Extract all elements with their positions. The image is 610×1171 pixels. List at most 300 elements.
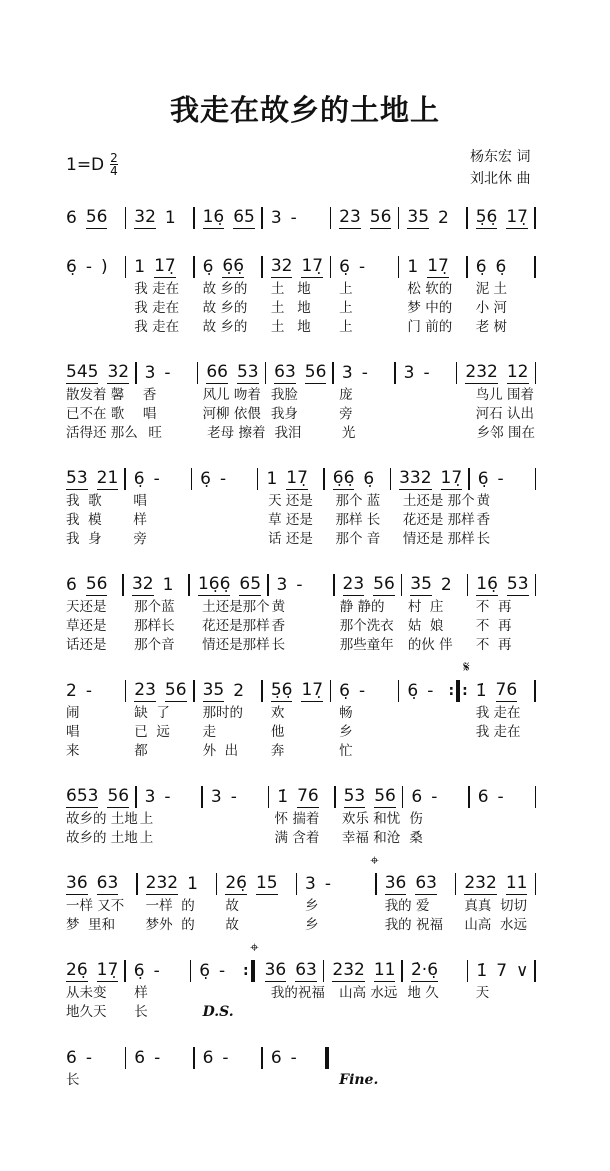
lyric-text: 旁	[339, 406, 353, 422]
barline	[193, 680, 195, 702]
lyric-text: 长	[476, 531, 491, 547]
measure-notes	[408, 574, 451, 596]
lyric-text: 山高 水远	[339, 985, 398, 1001]
measure-notes	[402, 363, 430, 383]
lyric-text: 我脸	[270, 387, 298, 403]
measure-notes	[201, 207, 255, 229]
measure	[474, 572, 542, 598]
lyric-text: 一样 的	[145, 898, 195, 914]
note: 232	[332, 960, 365, 980]
barline	[261, 1047, 263, 1069]
lyric-text: 上	[139, 811, 154, 827]
measure-notes	[64, 1048, 92, 1068]
note: 3	[305, 874, 316, 894]
barline	[190, 960, 192, 982]
measure-notes	[405, 256, 448, 278]
lyric-text: 故	[225, 917, 239, 933]
barline	[193, 256, 195, 278]
note: 232	[464, 873, 497, 893]
measure	[330, 958, 409, 984]
lyric-text: 上	[339, 319, 353, 335]
note: -	[85, 257, 92, 277]
lyric-text: 故 乡的	[202, 319, 248, 335]
lyric-text: 不 再	[475, 637, 512, 653]
measure	[132, 466, 198, 492]
score-row	[64, 784, 542, 848]
barline	[216, 873, 218, 895]
lyric-text: 唱	[134, 406, 157, 422]
note: 1	[164, 208, 176, 228]
lyric-text: 那个 音	[335, 531, 381, 547]
lyric-text: 花还是那样	[202, 618, 270, 634]
lyric-text: 庞	[339, 387, 353, 403]
barline	[466, 256, 468, 278]
notation-line	[64, 572, 542, 598]
note: 3	[210, 787, 222, 807]
measure-notes	[275, 786, 318, 808]
barline	[390, 468, 392, 490]
lyric-text: 天 还是	[268, 493, 313, 509]
repeat-barline: : :	[448, 680, 467, 702]
measure-notes	[340, 363, 368, 383]
lyric-text: 草 还是	[268, 512, 313, 528]
lyric-text: 话 还是	[268, 531, 313, 547]
note: 63	[274, 362, 296, 382]
note: 3	[276, 575, 288, 595]
barline	[261, 207, 263, 229]
composer: 刘北休 曲	[470, 171, 531, 187]
note: 2̇·6̣	[410, 960, 439, 980]
measure	[275, 784, 341, 810]
measure	[201, 1045, 269, 1071]
note: 53	[66, 468, 88, 488]
measure	[408, 572, 474, 598]
score-row	[64, 938, 542, 1022]
note: 15	[255, 873, 278, 893]
note: 56	[107, 786, 130, 806]
measure	[143, 360, 205, 386]
lyric-text	[199, 511, 266, 530]
note: 6̣6̣	[222, 256, 245, 276]
note: ∨	[516, 961, 529, 981]
note: 32	[107, 362, 130, 382]
note: 23	[339, 207, 361, 227]
lyric-text: 桑	[409, 830, 423, 846]
lyric-text	[64, 318, 132, 337]
measure-notes	[337, 207, 391, 229]
song-title: 我走在故乡的土地上	[169, 93, 440, 127]
note: 65	[239, 574, 262, 594]
note: 2	[66, 681, 77, 701]
lyric-text: 长	[66, 1072, 80, 1088]
coda-icon: ⌖	[370, 851, 379, 869]
lyric-text: 样	[133, 512, 147, 528]
note: 17̣	[286, 468, 308, 488]
measure-notes	[342, 786, 396, 808]
notation-line	[64, 1045, 542, 1071]
lyric-text: 满 含着	[274, 830, 320, 846]
barline	[330, 680, 332, 702]
final-barline	[323, 1047, 331, 1069]
lyric-text: 光	[341, 425, 356, 441]
note: 32	[131, 574, 154, 594]
notation-line	[64, 466, 542, 492]
barline	[334, 786, 336, 808]
key-label: 1=D	[66, 154, 105, 175]
score-row	[64, 1045, 542, 1090]
note: 3	[403, 363, 415, 383]
note: 65	[233, 207, 255, 227]
note: -	[423, 363, 430, 383]
measure	[64, 1045, 132, 1071]
barline	[333, 574, 335, 596]
lyric-text: 忙	[339, 743, 353, 759]
coda-icon: ⌖	[250, 938, 259, 956]
lyric-line	[64, 318, 542, 337]
score-row	[64, 360, 542, 443]
note: 53	[343, 786, 366, 806]
note: 35	[407, 207, 430, 227]
lyric-text	[405, 1003, 473, 1022]
note: 6	[477, 787, 489, 807]
lyric-line	[64, 280, 542, 299]
score-row	[64, 658, 542, 761]
measure-notes	[476, 787, 504, 807]
measure	[64, 572, 130, 598]
measure-notes	[64, 468, 118, 490]
barline	[267, 574, 269, 596]
measure-notes	[264, 468, 307, 490]
measure	[132, 678, 200, 704]
lyric-text: 那时的	[202, 705, 244, 721]
note: 66	[206, 362, 228, 382]
notation-line	[64, 851, 542, 897]
note: 3	[341, 363, 353, 383]
notation-line	[64, 205, 542, 231]
measure	[397, 466, 476, 492]
measure	[64, 254, 132, 280]
note: 53	[506, 574, 529, 594]
barline	[468, 786, 470, 808]
measure	[275, 572, 341, 598]
note: 63	[96, 873, 119, 893]
measure-notes	[474, 961, 528, 981]
measure	[331, 466, 397, 492]
lyric-line	[64, 1071, 542, 1090]
note: -	[230, 787, 237, 807]
note: 21	[96, 468, 119, 488]
barline	[323, 960, 325, 982]
lyric-text: 我 走在	[475, 705, 521, 721]
lyric-text: 故	[225, 898, 239, 914]
lyric-text: 香	[134, 387, 157, 403]
barline	[535, 362, 537, 384]
note: 56	[373, 574, 395, 594]
note: 232	[145, 873, 179, 893]
lyric-text: 门 前的	[407, 319, 453, 335]
barline	[135, 362, 137, 384]
lyric-text: 的伙 伴	[407, 637, 453, 653]
measure	[269, 1045, 337, 1071]
barline	[402, 786, 404, 808]
note: 232	[465, 362, 498, 382]
notation-line	[64, 784, 542, 810]
measure	[340, 360, 402, 386]
lyric-text	[474, 1003, 542, 1022]
barline	[125, 207, 127, 229]
lyric-text: 已不在 歌	[66, 406, 125, 422]
lyric-text: 那个蓝	[134, 599, 175, 615]
lyric-text: 情还是 那样	[402, 531, 475, 547]
lyric-text: 故 乡的	[202, 300, 248, 316]
lyric-text	[64, 299, 132, 318]
note: 11	[373, 960, 396, 980]
lyric-text: 那个洗衣	[339, 618, 394, 634]
lyric-text: 都	[134, 743, 148, 759]
measure-notes	[143, 787, 171, 807]
measure	[341, 572, 409, 598]
measure-notes	[64, 873, 118, 895]
lyric-text	[405, 723, 473, 742]
measure-notes	[405, 681, 433, 701]
lyric-text	[337, 1003, 405, 1022]
note: 35	[202, 680, 225, 700]
lyric-text: 故 乡的	[202, 281, 248, 297]
note: 2	[438, 208, 449, 228]
note: 6̣	[363, 469, 375, 489]
lyric-text: 不 再	[475, 618, 512, 634]
lyric-text	[405, 1071, 473, 1090]
lyric-text: 唱	[66, 724, 80, 740]
lyric-text	[475, 810, 542, 829]
barline	[268, 786, 270, 808]
measure-notes	[337, 681, 365, 701]
note: 1	[134, 257, 146, 277]
score-row	[64, 254, 542, 337]
note: 2	[233, 681, 245, 701]
note: 545	[66, 362, 99, 382]
barline	[534, 680, 536, 702]
lyric-text: 闹	[66, 705, 80, 721]
lyric-text: 村 庄	[407, 599, 444, 615]
measure	[474, 205, 542, 231]
note: )	[100, 257, 108, 277]
lyric-text: 天还是	[66, 599, 107, 615]
lyric-text: 样	[134, 985, 148, 1001]
note: 16̣	[476, 574, 498, 594]
measure-notes	[409, 787, 437, 807]
note: 5̣6̣	[475, 207, 498, 227]
barline	[191, 468, 193, 490]
barline	[466, 207, 468, 229]
lyric-line	[64, 636, 542, 655]
lyric-text: 欢	[270, 705, 285, 721]
note: 5̣6̣	[270, 680, 293, 700]
note: 3	[144, 363, 156, 383]
measure	[337, 254, 405, 280]
lyric-text: 他	[270, 724, 285, 740]
lyric-text: 不 再	[475, 599, 512, 615]
lyricist: 杨东宏 词	[470, 149, 531, 165]
lyric-text: 畅	[339, 705, 353, 721]
lyric-text: 话还是	[66, 637, 107, 653]
barline	[535, 873, 537, 895]
measure-notes	[132, 256, 175, 278]
note: 17̣	[506, 207, 528, 227]
lyric-text: 伤	[409, 811, 423, 827]
note: 56	[164, 680, 187, 700]
lyric-text: 那个 蓝	[335, 493, 381, 509]
notation-line	[64, 360, 542, 386]
lyric-text: 从未变	[66, 985, 107, 1001]
note: -	[222, 1048, 229, 1068]
note: 16̣6̣	[197, 574, 231, 594]
measure	[132, 958, 197, 984]
measure	[132, 205, 200, 231]
lyric-line	[64, 1003, 542, 1022]
lyric-text: 我的祝福	[270, 985, 325, 1001]
note: 1̇	[277, 787, 289, 807]
note: 56	[369, 207, 392, 227]
barline	[535, 468, 537, 490]
measure-notes	[64, 786, 129, 808]
measure-notes	[462, 873, 527, 895]
time-bottom: 4	[110, 164, 118, 178]
lyric-text: 姑 娘	[407, 618, 444, 634]
measure-notes	[196, 574, 261, 596]
lyric-line	[64, 810, 542, 829]
lyric-text	[407, 424, 474, 443]
note: -	[361, 363, 368, 383]
barline	[135, 786, 137, 808]
lyric-text	[201, 1071, 269, 1090]
note: 35	[410, 574, 432, 594]
measure	[263, 958, 331, 984]
lyric-text: 怀 揣着	[274, 811, 320, 827]
barline	[193, 1047, 195, 1069]
lyric-text: 一样 又不	[66, 898, 125, 914]
lyric-line	[64, 829, 542, 848]
measure	[201, 678, 269, 704]
measure	[342, 784, 410, 810]
lyric-line	[64, 723, 542, 742]
lyric-text: 那样 长	[335, 512, 381, 528]
barline	[136, 873, 138, 895]
measure	[201, 254, 269, 280]
note: 6	[134, 1048, 146, 1068]
note: -	[85, 681, 92, 701]
note: 332	[399, 468, 432, 488]
measure	[223, 871, 303, 897]
lyric-text: 地久天	[66, 1004, 107, 1020]
barline	[468, 468, 470, 490]
barline	[125, 256, 127, 278]
note: 6	[66, 575, 77, 595]
lyric-text: 幸福 和沧	[341, 830, 401, 846]
note: -	[219, 961, 226, 981]
lyric-text: 香	[476, 512, 491, 528]
measure	[269, 678, 337, 704]
measure	[383, 871, 463, 897]
lyric-text: 我身	[270, 406, 298, 422]
note: 6̣	[133, 469, 145, 489]
barline	[261, 680, 263, 702]
measure	[64, 466, 132, 492]
score-row	[64, 205, 542, 231]
lyric-text: 故乡的 土地	[66, 811, 138, 827]
note: 17̣	[154, 256, 176, 276]
barline	[193, 207, 195, 229]
lyric-text: 我 走在	[134, 319, 180, 335]
note: 653	[66, 786, 99, 806]
lyric-text	[405, 704, 473, 723]
note: 6̣	[475, 257, 487, 277]
note: 1	[407, 257, 419, 277]
note: 1̇	[476, 961, 488, 981]
lyric-text	[132, 1071, 200, 1090]
note: -	[153, 961, 160, 981]
measure-notes	[474, 680, 517, 702]
note: 3	[270, 208, 282, 228]
measure	[132, 1045, 200, 1071]
measure-notes	[64, 960, 118, 982]
lyric-text: 真真 切切	[464, 898, 527, 914]
barline	[330, 207, 332, 229]
note: -	[427, 681, 434, 701]
measure-notes	[143, 363, 171, 383]
lyric-text: 已 远	[134, 724, 170, 740]
lyric-text	[269, 1003, 337, 1022]
note: -	[219, 469, 227, 489]
measure-notes	[272, 362, 326, 384]
note: 26̣	[225, 873, 247, 893]
barline	[467, 574, 469, 596]
lyric-line	[64, 704, 542, 723]
score-row	[64, 466, 542, 549]
note: 6	[202, 1048, 214, 1068]
measure	[64, 678, 132, 704]
note: -	[358, 681, 366, 701]
measure-notes	[223, 873, 277, 895]
lyric-text	[205, 829, 272, 848]
measure	[476, 784, 542, 810]
barline	[401, 574, 403, 596]
note: 36	[264, 960, 287, 980]
lyric-line	[64, 984, 542, 1003]
measure	[64, 784, 143, 810]
lyric-text: 乡	[305, 898, 319, 914]
lyric-text: 上	[139, 830, 154, 846]
note: 1	[162, 575, 174, 595]
measure-notes	[337, 257, 365, 277]
lyric-line	[64, 916, 542, 935]
lyric-text: 黄	[476, 493, 491, 509]
note: -	[497, 787, 504, 807]
lyric-text: 缺 了	[134, 705, 170, 721]
measure-notes	[132, 680, 186, 702]
measure-notes	[263, 960, 317, 982]
notation-line	[64, 938, 542, 984]
lyric-text: 奔	[270, 743, 285, 759]
note: 63	[295, 960, 317, 980]
measure	[474, 958, 542, 984]
lyric-line	[64, 598, 542, 617]
measure	[337, 205, 405, 231]
lyric-text: 土 地	[270, 300, 311, 316]
lyric-text: 草还是	[66, 618, 107, 634]
measure	[337, 1045, 405, 1071]
measure-notes	[201, 680, 244, 702]
